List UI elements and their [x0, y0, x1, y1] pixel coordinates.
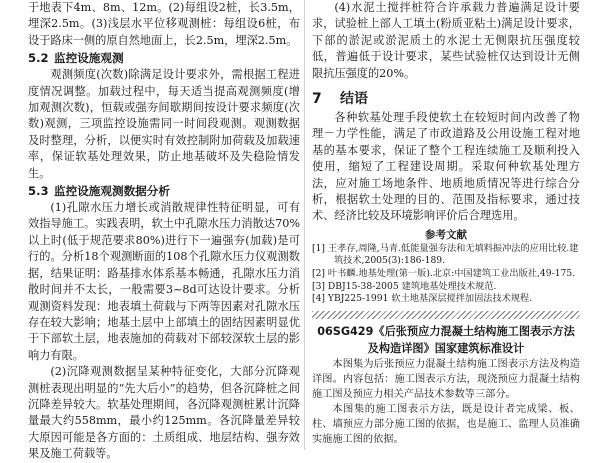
paragraph-pore-pressure: (1)孔隙水压力增长或消散规律性特征明显，可有效指导施工。实践表明，软土中孔隙水压力消散达70%以上时(低于规范要求80%)进行下一遍强夯(加载)是可行的。分析18个观测断面的108个孔隙水压力仪观测数据，结果证明：路基排水体系基本畅通，孔隙水压力消散时间并不太长，一般需要3~8d可达设计要求。分析观测资料发现：地表填土荷载与下两等因素对孔隙水压存在较大影响；地基土层中上部填土的固结因素明显优于下部软土层，地表施加的荷载对下部较深软土层的影响力有限。: [28, 201, 300, 362]
left-column: [28, 0, 300, 463]
notice-paragraph: 本图集为后张预应力混凝土结构施工图表示方法及构造详图。内容包括：施工图表示方法，现浇预应力混凝土结构施工图及预应力相关产品技术参数等三部分。: [312, 358, 580, 400]
column-divider: [304, 0, 305, 450]
references-title: 参考文献: [425, 228, 467, 241]
section-title: 结语: [340, 91, 368, 108]
section-title: 监控设施观测数据分析: [54, 184, 170, 199]
paragraph-observation-frequency: 观测频度(次数)除满足设计要求外，需根据工程进度情况调整。加载过程中，每天适当提高观测频度(增加观测次数)，恒载或强夯间歇期间按设计要求频度(次数)观测，三项监控设施需同一时间段观测。观测数据及时整理，分析，以便实时有效控制附加荷载及加载速率，保证软基处理效果，防止地基破坏及失稳险情发生。: [28, 68, 300, 180]
reference-item: [1] 王孝存,周隆,马青.低能量强夯法和无填料振冲法的应用比较.建筑技术,2005(3):186-189.: [312, 242, 579, 267]
paragraph-monitoring-layout: 于地表下4m、8m、12m。(2)每组设2桩，长3.5m，埋深2.5m。(3)浅层水平位移观测桩：每组设6桩，布设于路床一侧的原自然地面上，长2.5m，埋深2.5m。: [28, 1, 300, 47]
notice-title-line-2: 及构造详图》国家建筑标准设计: [367, 341, 525, 355]
reference-item: [2] 叶书麟.地基处理(第一版).北京:中国建筑工业出版社,49-175.: [312, 268, 576, 280]
paragraph-conclusion: 各种软基处理手段使软土在较短时间内改善了物理－力学性能，满足了市政道路及公用设施工程对地基的基本要求，保证了整个工程连续施工及顺利投入使用，缩短了工程建设周期。采取何种软基处理方法，应对施工场地条件、地质地质情况等进行综合分析，根据软土处理的目的、范围及指标要求，通过技术、经济比较及环境影响评价后合理选用。: [312, 111, 580, 223]
section-title: 监控设施观测: [54, 51, 124, 66]
right-column: [312, 0, 580, 447]
section-heading-5-3: [28, 182, 300, 200]
reference-item: [3] DBJ15-38-2005 建筑地基处理技术规范.: [312, 280, 497, 292]
notice-paragraph: 本图集的施工图表示方法，既是设计者完成梁、板、柱、墙预应力部分施工图的依据，也是施工、监理人员准确实施施工图的依据。: [312, 403, 580, 445]
standard-notice-box: [312, 323, 580, 447]
section-number: 5.3: [28, 184, 49, 199]
section-heading-7: [312, 88, 580, 110]
section-heading-5-2: [28, 49, 300, 67]
reference-item: [4] YBJ225-1991 软土地基深层搅拌加固法技术规程.: [312, 293, 533, 305]
notice-title-line-1: 06SG429《后张预应力混凝土结构施工图表示方法: [317, 324, 575, 338]
section-number: 7: [312, 91, 322, 108]
paragraph-cement-soil-piles: (4)水泥土搅拌桩符合许承载力普遍满足设计要求，试验桩上部人工填土(粉质亚粘土)满足设计要求，下部的淤泥或淤泥质土的水泥土无侧限抗压强度较低，普遍低于设计要求，某些试验桩仅达到设计无侧限抗压强度的20%。: [312, 1, 580, 80]
reference-list: [312, 243, 580, 306]
decorative-separator: [312, 311, 580, 319]
paragraph-settlement: (2)沉降观测数据呈某种特征变化，大部分沉降观测桩表现出明显的“先大后小”的趋势，但各沉降桩之间沉降差异较大。软基处理期间，各沉降观测桩累计沉降量最大约558mm，最小约125mm。各沉降量差异较大原因可能是各方面的：土质组成、地层结构、强夯效果及施工荷载等。: [28, 365, 300, 461]
section-number: 5.2: [28, 51, 49, 66]
